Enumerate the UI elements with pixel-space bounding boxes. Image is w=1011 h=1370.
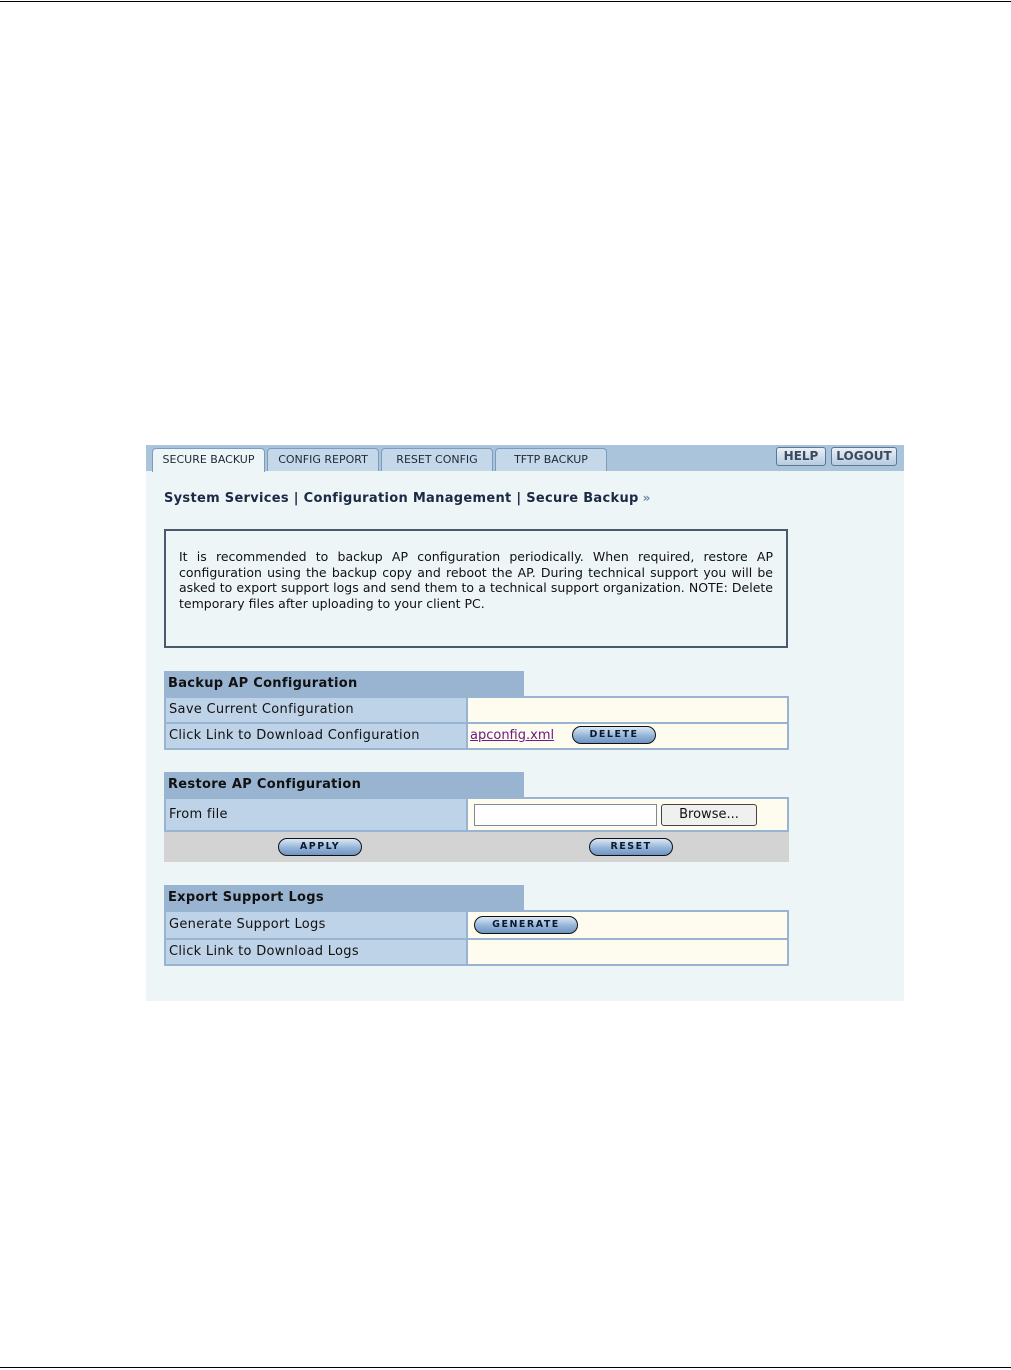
apply-button[interactable]: APPLY	[278, 838, 362, 856]
restore-action-bar	[164, 832, 789, 862]
table-row	[166, 799, 787, 830]
from-file-value	[468, 799, 787, 830]
table-row	[166, 940, 787, 964]
breadcrumb	[164, 491, 651, 506]
download-config-label: Click Link to Download Configuration	[166, 724, 466, 748]
config-file-link[interactable]: apconfig.xml	[470, 728, 555, 743]
generate-logs-value	[468, 912, 787, 938]
generate-button[interactable]: GENERATE	[474, 916, 578, 934]
info-text: It is recommended to backup AP configuration periodically. When required, restore AP configuration using the backup copy and reboot the AP. During technical support you will be asked to export support logs and send them to a technical support organization. NOTE: Delete temporary files after uploading to your client PC.	[179, 549, 773, 611]
browse-button[interactable]: Browse...	[661, 804, 757, 826]
page-bottom-rule	[0, 1367, 1011, 1368]
table-row	[166, 698, 787, 722]
generate-logs-label: Generate Support Logs	[166, 912, 466, 938]
from-file-label: From file	[166, 799, 466, 830]
logout-button[interactable]: LOGOUT	[831, 447, 897, 466]
tab-secure-backup[interactable]: SECURE BACKUP	[152, 448, 265, 472]
download-logs-label: Click Link to Download Logs	[166, 940, 466, 964]
table-row	[166, 912, 787, 938]
breadcrumb-arrow-icon: »	[642, 491, 651, 505]
backup-section-header: Backup AP Configuration	[164, 671, 524, 696]
restore-table	[164, 797, 789, 832]
logs-section-header: Export Support Logs	[164, 885, 524, 910]
download-config-value	[468, 724, 787, 748]
save-config-value	[468, 698, 787, 722]
save-config-label: Save Current Configuration	[166, 698, 466, 722]
delete-button[interactable]: DELETE	[572, 726, 656, 744]
file-path-input[interactable]	[474, 804, 657, 826]
backup-table	[164, 696, 789, 750]
page-top-rule	[0, 1, 1011, 2]
restore-section-header: Restore AP Configuration	[164, 772, 524, 797]
tab-config-report[interactable]: CONFIG REPORT	[267, 448, 379, 471]
download-logs-value	[468, 940, 787, 964]
secure-backup-panel	[146, 445, 904, 1001]
reset-button[interactable]: RESET	[589, 838, 673, 856]
tab-reset-config[interactable]: RESET CONFIG	[381, 448, 493, 471]
tab-tftp-backup[interactable]: TFTP BACKUP	[495, 448, 607, 471]
tab-bar	[146, 445, 904, 471]
table-row	[166, 724, 787, 748]
info-box	[164, 529, 788, 648]
breadcrumb-text: System Services | Configuration Management | Secure Backup	[164, 491, 639, 506]
logs-table	[164, 910, 789, 966]
help-button[interactable]: HELP	[776, 447, 826, 466]
